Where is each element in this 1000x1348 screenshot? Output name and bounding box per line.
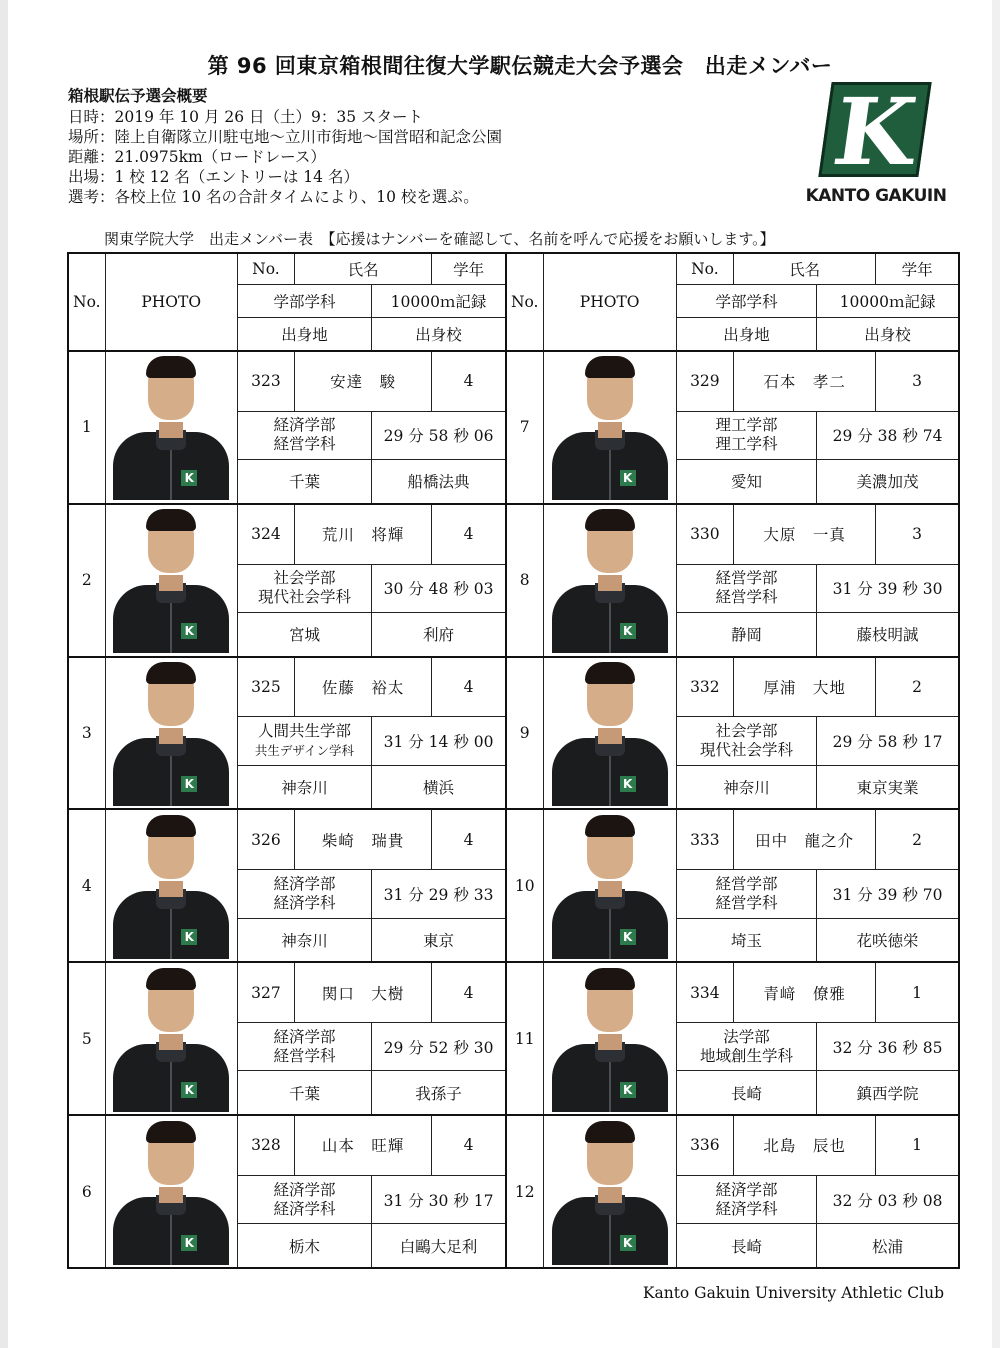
runner-row <box>68 351 959 411</box>
page-title: 第 96 回東京箱根間往復大学駅伝競走大会予選会 出走メンバー <box>207 54 833 78</box>
runner-photo <box>543 809 676 962</box>
k-emblem-icon: K <box>181 776 197 792</box>
runner-faculty: 社会学部 <box>273 569 336 588</box>
members-body <box>68 351 959 1268</box>
runner-department <box>237 717 371 765</box>
runner-department <box>237 411 371 459</box>
runner-department <box>237 1023 371 1071</box>
runner-bib: 329 <box>676 351 733 411</box>
runner-order: 6 <box>68 1115 105 1268</box>
runner-order: 8 <box>506 504 543 657</box>
runner-name: 田中 龍之介 <box>733 809 875 869</box>
runner-faculty: 理工学部 <box>715 416 778 435</box>
runner-dept: 経済学科 <box>715 1199 778 1218</box>
header-record: 10000ｍ記録 <box>817 284 959 317</box>
runner-department <box>676 1175 816 1223</box>
runner-dept: 地域創生学科 <box>699 1046 793 1065</box>
runner-name: 佐藤 裕太 <box>294 657 431 717</box>
runner-department <box>237 870 371 918</box>
k-emblem-icon: K <box>181 1082 197 1098</box>
runner-order: 1 <box>68 351 105 504</box>
runner-row <box>68 962 959 1022</box>
k-emblem-icon: K <box>620 623 636 639</box>
runner-name: 荒川 将輝 <box>294 504 431 564</box>
runner-name: 関口 大樹 <box>294 962 431 1022</box>
k-emblem-icon: K <box>620 470 636 486</box>
k-emblem-icon: K <box>620 776 636 792</box>
runner-bib: 327 <box>237 962 294 1022</box>
runner-faculty: 経済学部 <box>273 874 336 893</box>
runner-faculty: 法学部 <box>723 1027 770 1046</box>
overview-distance: 距離：21.0975km（ロードレース） <box>68 148 326 166</box>
runner-name: 大原 一真 <box>733 504 875 564</box>
header-school: 出身校 <box>372 317 506 351</box>
runner-row <box>68 657 959 717</box>
runner-order: 2 <box>68 504 105 657</box>
runner-photo <box>105 809 237 962</box>
runner-bib: 332 <box>676 657 733 717</box>
runner-name: 北島 辰也 <box>733 1115 875 1175</box>
runner-bib: 334 <box>676 962 733 1022</box>
runner-school: 横浜 <box>372 765 506 809</box>
runner-grade: 4 <box>432 809 506 869</box>
header-bib: No. <box>676 253 733 284</box>
logo-k-mark: K <box>818 82 931 177</box>
k-emblem-icon: K <box>181 1235 197 1251</box>
runner-hometown: 静岡 <box>676 612 816 656</box>
runner-dept: 理工学科 <box>715 435 778 454</box>
table-caption: 関東学院大学 出走メンバー表 【応援はナンバーを確認して、名前を呼んで応援をお願いします。】 <box>104 230 775 248</box>
overview-heading: 箱根駅伝予選会概要 <box>68 87 208 105</box>
k-emblem-icon: K <box>181 623 197 639</box>
runner-record: 29 分 52 秒 30 <box>372 1023 506 1071</box>
runner-hometown: 栃木 <box>237 1224 371 1268</box>
runner-dept: 現代社会学科 <box>257 588 351 607</box>
runner-name: 厚浦 大地 <box>733 657 875 717</box>
runner-department <box>237 1175 371 1223</box>
runner-row <box>68 1115 959 1175</box>
runner-record: 31 分 39 秒 30 <box>817 564 959 612</box>
runner-faculty: 社会学部 <box>715 722 778 741</box>
runner-dept: 経営学科 <box>273 1046 336 1065</box>
page-edge-right <box>992 0 1000 1348</box>
runner-bib: 330 <box>676 504 733 564</box>
header-no: No. <box>506 253 543 351</box>
runner-grade: 3 <box>876 504 959 564</box>
k-emblem-icon: K <box>620 929 636 945</box>
runner-bib: 325 <box>237 657 294 717</box>
runner-dept: 経営学科 <box>715 588 778 607</box>
runner-dept: 経営学科 <box>715 893 778 912</box>
runner-department <box>676 564 816 612</box>
runner-photo <box>105 504 237 657</box>
runner-photo <box>543 504 676 657</box>
runner-record: 32 分 03 秒 08 <box>817 1175 959 1223</box>
header-school: 出身校 <box>817 317 959 351</box>
k-emblem-icon: K <box>181 929 197 945</box>
runner-department <box>676 411 816 459</box>
runner-record: 30 分 48 秒 03 <box>372 564 506 612</box>
runner-dept: 現代社会学科 <box>699 741 793 760</box>
overview-selection: 選考：各校上位 10 名の合計タイムにより、10 校を選ぶ。 <box>68 188 479 206</box>
runner-hometown: 神奈川 <box>237 765 371 809</box>
header-hometown: 出身地 <box>676 317 816 351</box>
runner-record: 32 分 36 秒 85 <box>817 1023 959 1071</box>
runner-name: 青﨑 僚雅 <box>733 962 875 1022</box>
runner-hometown: 神奈川 <box>676 765 816 809</box>
k-emblem-icon: K <box>620 1235 636 1251</box>
runner-hometown: 愛知 <box>676 460 816 504</box>
runner-bib: 328 <box>237 1115 294 1175</box>
runner-school: 東京 <box>372 918 506 962</box>
k-emblem-icon: K <box>620 1082 636 1098</box>
runner-record: 31 分 14 秒 00 <box>372 717 506 765</box>
runner-order: 7 <box>506 351 543 504</box>
runner-school: 利府 <box>372 612 506 656</box>
runner-dept: 経営学科 <box>273 435 336 454</box>
runner-dept: 共生デザイン学科 <box>254 743 355 759</box>
runner-hometown: 千葉 <box>237 1071 371 1115</box>
runner-name: 石本 孝二 <box>733 351 875 411</box>
members-table <box>67 252 960 1269</box>
header-grade: 学年 <box>876 253 959 284</box>
runner-department <box>676 1023 816 1071</box>
runner-grade: 1 <box>876 962 959 1022</box>
runner-hometown: 神奈川 <box>237 918 371 962</box>
runner-photo <box>105 962 237 1115</box>
runner-bib: 324 <box>237 504 294 564</box>
runner-order: 9 <box>506 657 543 810</box>
header-dept: 学部学科 <box>237 284 371 317</box>
runner-photo <box>543 962 676 1115</box>
runner-hometown: 宮城 <box>237 612 371 656</box>
runner-grade: 4 <box>432 351 506 411</box>
runner-photo <box>543 1115 676 1268</box>
runner-order: 3 <box>68 657 105 810</box>
runner-school: 藤枝明誠 <box>817 612 959 656</box>
header-record: 10000ｍ記録 <box>372 284 506 317</box>
runner-photo <box>105 351 237 504</box>
runner-school: 花咲徳栄 <box>817 918 959 962</box>
runner-order: 4 <box>68 809 105 962</box>
runner-grade: 4 <box>432 657 506 717</box>
header-grade: 学年 <box>432 253 506 284</box>
runner-order: 5 <box>68 962 105 1115</box>
runner-record: 31 分 29 秒 33 <box>372 870 506 918</box>
runner-faculty: 経済学部 <box>273 1180 336 1199</box>
runner-faculty: 経済学部 <box>273 1027 336 1046</box>
runner-order: 12 <box>506 1115 543 1268</box>
runner-school: 松浦 <box>817 1224 959 1268</box>
runner-grade: 4 <box>432 504 506 564</box>
footer-credit: Kanto Gakuin University Athletic Club <box>642 1284 944 1302</box>
runner-name: 山本 旺輝 <box>294 1115 431 1175</box>
runner-row <box>68 809 959 869</box>
runner-department <box>676 717 816 765</box>
runner-grade: 2 <box>876 809 959 869</box>
runner-school: 白鷗大足利 <box>372 1224 506 1268</box>
runner-faculty: 経済学部 <box>715 1180 778 1199</box>
runner-faculty: 経済学部 <box>273 416 336 435</box>
runner-photo <box>105 657 237 810</box>
header-no: No. <box>68 253 105 351</box>
header-name: 氏名 <box>733 253 875 284</box>
runner-dept: 経済学科 <box>273 893 336 912</box>
event-overview <box>68 86 502 207</box>
runner-bib: 336 <box>676 1115 733 1175</box>
runner-grade: 1 <box>876 1115 959 1175</box>
header-photo: PHOTO <box>543 253 676 351</box>
runner-hometown: 長崎 <box>676 1224 816 1268</box>
runner-bib: 326 <box>237 809 294 869</box>
header-bib: No. <box>237 253 294 284</box>
runner-dept: 経済学科 <box>273 1199 336 1218</box>
overview-date: 日時：2019 年 10 月 26 日（土）9：35 スタート <box>68 108 424 126</box>
runner-name: 安達 駿 <box>294 351 431 411</box>
runner-record: 29 分 58 秒 06 <box>372 411 506 459</box>
runner-row <box>68 504 959 564</box>
header-dept: 学部学科 <box>676 284 816 317</box>
runner-grade: 4 <box>432 1115 506 1175</box>
logo-wordmark: KANTO GAKUIN <box>805 186 947 206</box>
runner-department <box>237 564 371 612</box>
runner-school: 東京実業 <box>817 765 959 809</box>
runner-record: 29 分 38 秒 74 <box>817 411 959 459</box>
header-name: 氏名 <box>294 253 431 284</box>
runner-order: 11 <box>506 962 543 1115</box>
runner-bib: 323 <box>237 351 294 411</box>
runner-hometown: 長崎 <box>676 1071 816 1115</box>
runner-faculty: 人間共生学部 <box>257 722 351 741</box>
runner-name: 柴崎 瑞貴 <box>294 809 431 869</box>
runner-photo <box>105 1115 237 1268</box>
header-photo: PHOTO <box>105 253 237 351</box>
k-emblem-icon: K <box>181 470 197 486</box>
runner-photo <box>543 657 676 810</box>
runner-school: 鎮西学院 <box>817 1071 959 1115</box>
runner-grade: 2 <box>876 657 959 717</box>
page-edge-left <box>0 0 8 1348</box>
runner-school: 船橋法典 <box>372 460 506 504</box>
runner-order: 10 <box>506 809 543 962</box>
runner-faculty: 経営学部 <box>715 874 778 893</box>
runner-faculty: 経営学部 <box>715 569 778 588</box>
table-header <box>68 253 959 351</box>
runner-hometown: 埼玉 <box>676 918 816 962</box>
runner-record: 29 分 58 秒 17 <box>817 717 959 765</box>
overview-venue: 場所：陸上自衛隊立川駐屯地〜立川市街地〜国営昭和記念公園 <box>68 128 503 146</box>
runner-hometown: 千葉 <box>237 460 371 504</box>
header-hometown: 出身地 <box>237 317 371 351</box>
runner-school: 美濃加茂 <box>817 460 959 504</box>
runner-bib: 333 <box>676 809 733 869</box>
runner-grade: 4 <box>432 962 506 1022</box>
runner-record: 31 分 30 秒 17 <box>372 1175 506 1223</box>
runner-school: 我孫子 <box>372 1071 506 1115</box>
runner-record: 31 分 39 秒 70 <box>817 870 959 918</box>
runner-department <box>676 870 816 918</box>
runner-grade: 3 <box>876 351 959 411</box>
kanto-gakuin-logo <box>805 78 947 210</box>
runner-photo <box>543 351 676 504</box>
overview-entries: 出場：1 校 12 名（エントリーは 14 名） <box>68 168 359 186</box>
